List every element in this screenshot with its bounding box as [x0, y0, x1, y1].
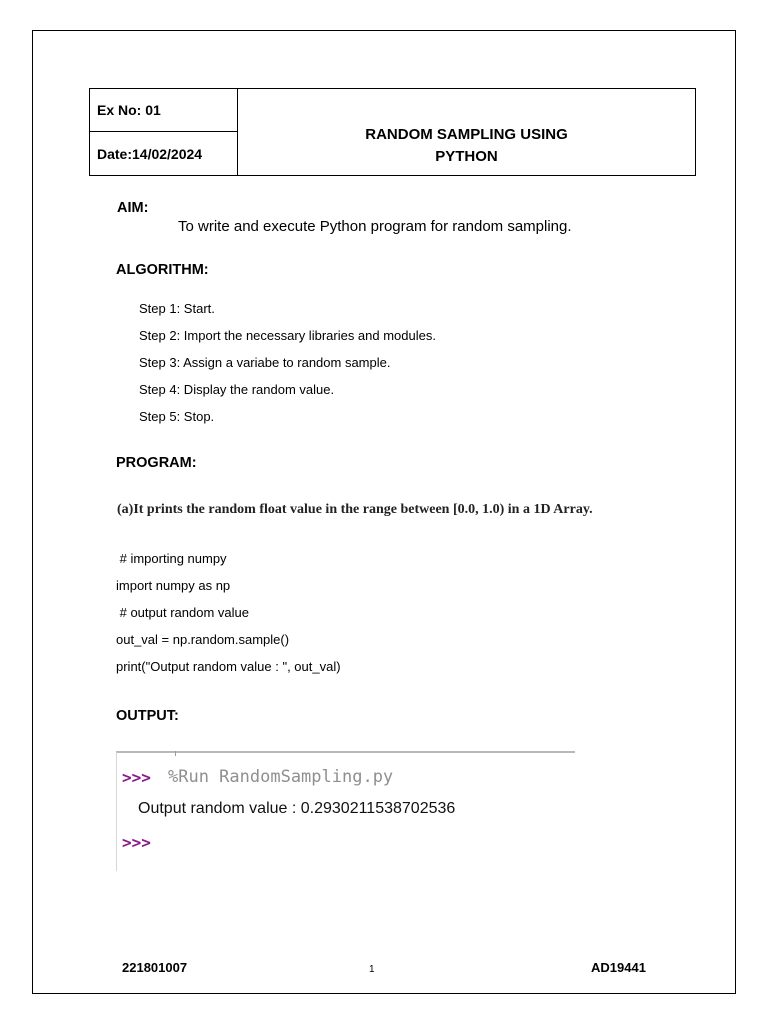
- code-line: out_val = np.random.sample(): [116, 632, 290, 647]
- exercise-date: Date:14/02/2024: [97, 146, 203, 162]
- footer-register-number: 221801007: [122, 960, 188, 975]
- algorithm-step: Step 2: Import the necessary libraries and modules.: [139, 328, 436, 343]
- code-line: import numpy as np: [116, 578, 231, 593]
- algorithm-heading: ALGORITHM:: [116, 262, 209, 278]
- program-subheading: (a)It prints the random float value in the range between [0.0, 1.0) in a 1D Array.: [117, 502, 593, 517]
- run-command: %Run RandomSampling.py: [168, 767, 394, 787]
- page-number: 1: [369, 964, 375, 975]
- output-screenshot: [116, 751, 575, 871]
- shell-prompt: >>>: [122, 833, 151, 852]
- document-title: [238, 124, 695, 168]
- algorithm-step: Step 5: Stop.: [139, 409, 215, 424]
- shell-prompt: >>>: [122, 768, 151, 787]
- output-result: Output random value : 0.2930211538702536: [138, 800, 456, 817]
- aim-text: To write and execute Python program for random sampling.: [178, 218, 572, 235]
- aim-heading: AIM:: [117, 200, 149, 216]
- algorithm-step: Step 3: Assign a variabe to random sample.: [139, 355, 391, 370]
- algorithm-step: Step 1: Start.: [139, 301, 215, 316]
- footer-course-code: AD19441: [591, 960, 646, 975]
- program-heading: PROGRAM:: [116, 455, 197, 471]
- code-line: print("Output random value : ", out_val): [116, 659, 341, 674]
- algorithm-step: Step 4: Display the random value.: [139, 382, 335, 397]
- header-table: [89, 88, 696, 176]
- header-left-column: [90, 89, 238, 175]
- output-heading: OUTPUT:: [116, 708, 179, 724]
- divider-tick: [175, 751, 176, 756]
- exercise-number: Ex No: 01: [90, 89, 237, 132]
- title-line-2: PYTHON: [435, 148, 498, 165]
- title-line-1: RANDOM SAMPLING USING: [365, 126, 568, 143]
- code-line: # importing numpy: [116, 551, 227, 566]
- code-line: # output random value: [116, 605, 249, 620]
